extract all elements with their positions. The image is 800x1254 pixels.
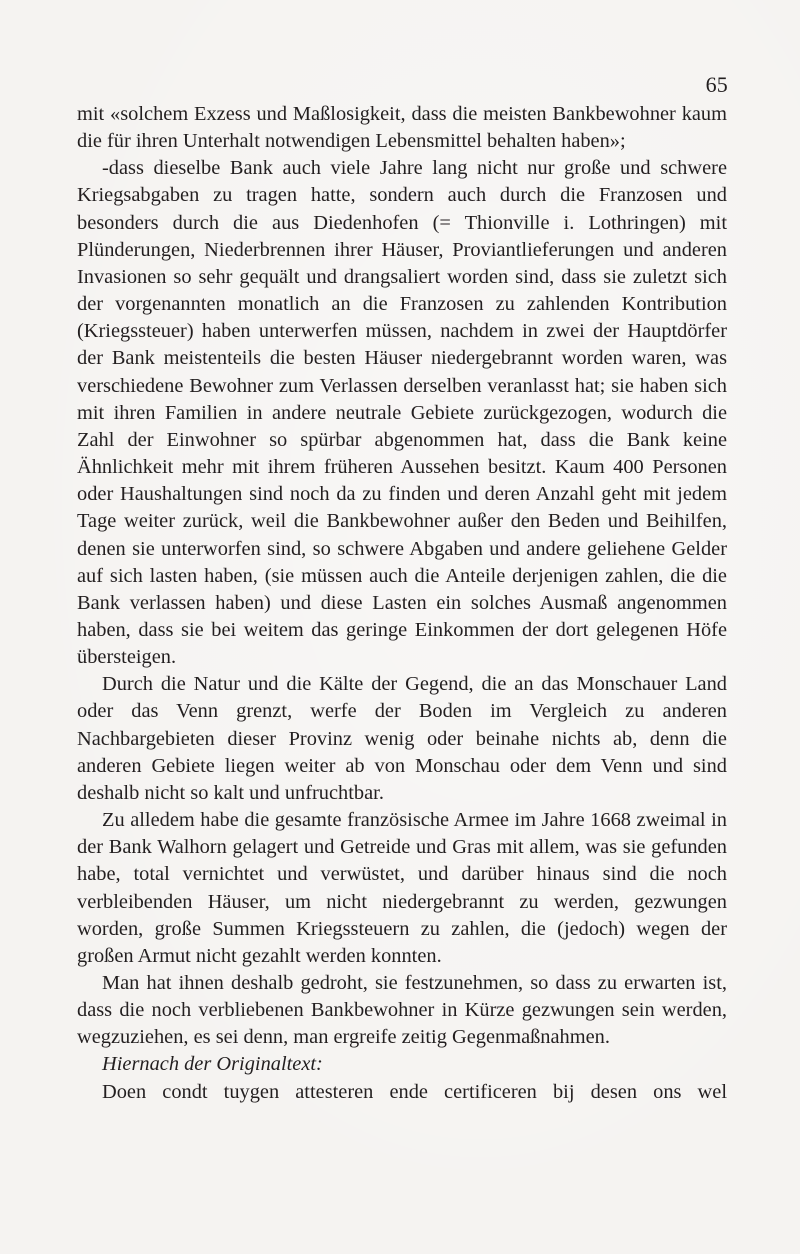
paragraph-climate: Durch die Natur und die Kälte der Gegend, die an das Monschauer Land oder das Venn grenzt, werfe der Boden im Vergleich zu anderen Nachbargebieten dieser Provinz wenig oder beinahe nichts ab, denn die anderen Gebiete liegen weiter ab von Monschau oder dem Venn und sind deshalb nicht so kalt und unfruchtbar.	[77, 673, 727, 804]
paragraph-french-army: Zu alledem habe die gesamte französische Armee im Jahre 1668 zweimal in der Bank Walhorn gelagert und Getreide und Gras mit allem, was sie gefunden habe, total vernichtet und verwüstet, und darüber hinaus sind die noch verbleibenden Häuser, um nicht niedergebrannt zu werden, gezwungen worden, große Summen Kriegssteuern zu zahlen, die (jedoch) wegen der großen Armut nicht gezahlt werden konnten.	[77, 809, 727, 967]
paragraph-continuation: mit «solchem Exzess und Maßlosigkeit, dass die meisten Bankbewohner kaum die für ihren Unterhalt notwendigen Lebensmittel behalten haben»;	[77, 103, 727, 153]
body-text	[77, 101, 727, 1106]
original-text-first-line: Doen condt tuygen attesteren ende certificeren bij desen ons wel	[102, 1080, 727, 1103]
page-number: 65	[705, 72, 728, 97]
paragraph-bank-burdens: -dass dieselbe Bank auch viele Jahre lang nicht nur große und schwere Kriegsabgaben zu tragen hatte, sondern auch durch die Franzosen und besonders durch die aus Diedenhofen (= Thionville i. Lothringen) mit Plünderungen, Niederbrennen ihrer Häuser, Proviantlieferungen und anderen Invasionen so sehr gequält und drangsaliert worden sind, dass sie zuletzt sich der vorgenannten monatlich an die Franzosen zu zahlenden Kontribution (Kriegssteuer) haben unterwerfen müssen, nachdem in zwei der Hauptdörfer der Bank meistenteils die besten Häuser niedergebrannt worden waren, was verschiedene Bewohner zum Verlassen derselben veranlasst hat; sie haben sich mit ihren Familien in andere neutrale Gebiete zurückgezogen, wodurch die Zahl der Einwohner so spürbar abgenommen hat, dass die Bank keine Ähnlichkeit mehr mit ihrem früheren Aussehen besitzt. Kaum 400 Personen oder Haushaltungen sind noch da zu finden und deren Anzahl geht mit jedem Tage weiter zurück, weil die Bankbewohner außer den Beden und Beihilfen, denen sie unterworfen sind, so schwere Abgaben und andere geliehene Gelder auf sich lasten haben, (sie müssen auch die Anteile derjenigen zahlen, die die Bank verlassen haben) und diese Lasten ein solches Ausmaß angenommen haben, dass sie bei weitem das geringe Einkommen der dort gelegenen Höfe übersteigen.	[77, 157, 727, 669]
paragraph-threat: Man hat ihnen deshalb gedroht, sie festzunehmen, so dass zu erwarten ist, dass die noch verbliebenen Bankbewohner in Kürze gezwungen sein werden, wegzuziehen, es sei denn, man ergreife zeitig Gegenmaßnahmen.	[77, 972, 727, 1049]
original-text-heading: Hiernach der Originaltext:	[102, 1053, 323, 1076]
